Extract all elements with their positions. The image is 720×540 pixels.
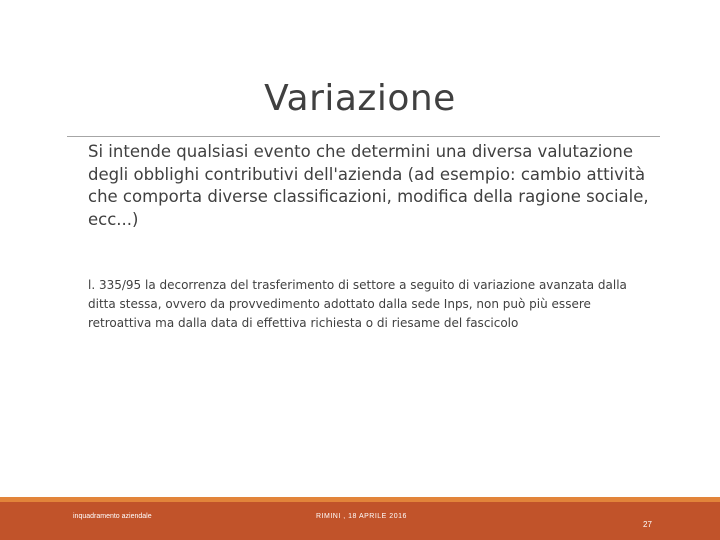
footer-band (0, 502, 720, 540)
title-divider (67, 136, 660, 137)
law-note-paragraph: l. 335/95 la decorrenza del trasferimento di settore a seguito di variazione avanzata dalla ditta stessa, ovvero da provvedimento adottato dalla sede Inps, non può più essere retroattiva ma dalla data di effettiva richiesta o di riesame del fascicolo (88, 278, 627, 330)
slide-title: Variazione (264, 78, 456, 119)
footer-date: RIMINI , 18 APRILE 2016 (316, 513, 407, 520)
footer-topic: inquadramento aziendale (73, 513, 152, 520)
page-number: 27 (643, 520, 652, 529)
definition-paragraph: Si intende qualsiasi evento che determini una diversa valutazione degli obblighi contributivi dell'azienda (ad esempio: cambio attività che comporta diverse classificazioni, modifica della ragione sociale, ecc...) (88, 142, 649, 229)
